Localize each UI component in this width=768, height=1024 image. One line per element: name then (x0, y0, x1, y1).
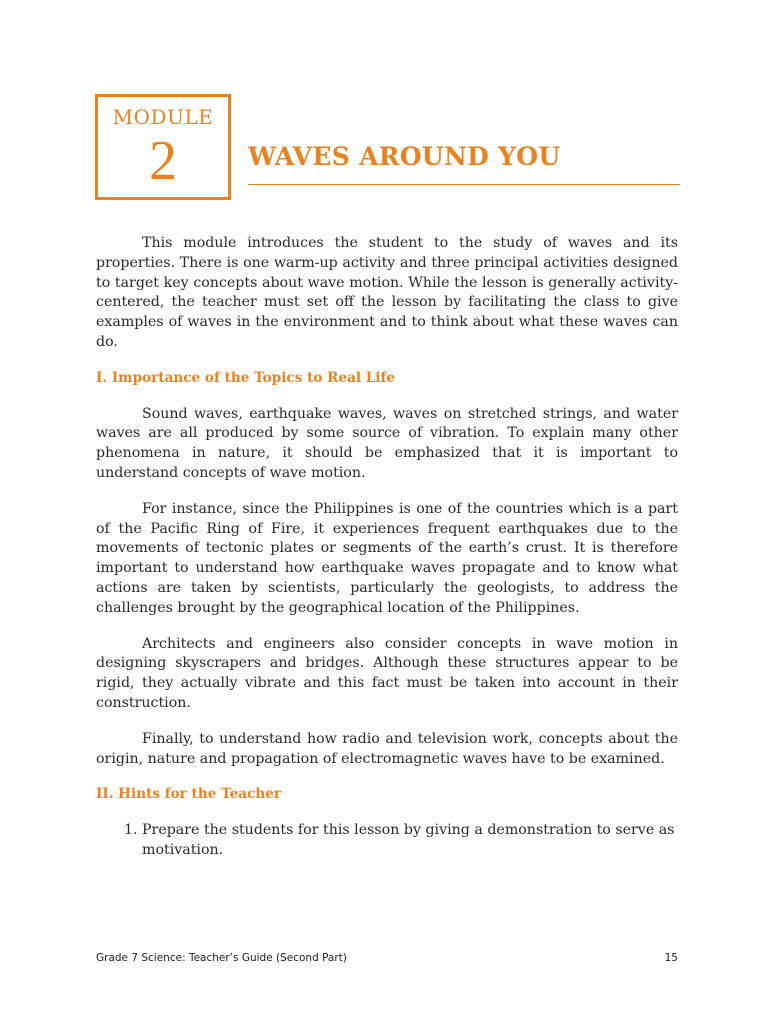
page-content (96, 234, 678, 861)
paragraph: Finally, to understand how radio and television work, concepts about the origin, nature and propagation of electromagnetic waves have to be examined. (96, 730, 678, 767)
intro-paragraph: This module introduces the student to the study of waves and its properties. There is one warm-up activity and three principal activities designed to target key concepts about wave motion. While the lesson is generally activity-centered, the teacher must set off the lesson by facilitating the class to give examples of waves in the environment and to think about what these waves can do. (96, 235, 678, 350)
module-label: MODULE (112, 105, 214, 129)
module-title: WAVES AROUND YOU (248, 142, 561, 171)
page-number: 15 (664, 952, 678, 964)
paragraph: Architects and engineers also consider concepts in wave motion in designing skyscrapers and bridges. Although these structures appear to be rigid, they actually vibrate and this fact must be taken into account in their construction. (96, 635, 678, 711)
section-heading-hints: II. Hints for the Teacher (96, 786, 282, 803)
footer-title: Grade 7 Science: Teacher’s Guide (Second Part) (96, 952, 347, 964)
module-badge (95, 94, 231, 200)
title-underline (248, 184, 680, 185)
module-number: 2 (149, 130, 177, 192)
page-footer (96, 952, 678, 964)
list-item: 1. Prepare the students for this lesson by giving a demonstration to serve as motivation. (142, 821, 678, 861)
hints-list (96, 821, 678, 861)
paragraph: Sound waves, earthquake waves, waves on stretched strings, and water waves are all produced by some source of vibration. To explain many other phenomena in nature, it should be emphasized that it is important to understand concepts of wave motion. (96, 405, 678, 481)
paragraph: For instance, since the Philippines is one of the countries which is a part of the Pacific Ring of Fire, it experiences frequent earthquakes due to the movements of tectonic plates or segments of the earth’s crust. It is therefore important to understand how earthquake waves propagate and to know what actions are taken by scientists, particularly the geologists, to address the challenges brought by the geographical location of the Philippines. (96, 500, 678, 616)
section-heading-importance: I. Importance of the Topics to Real Life (96, 369, 396, 386)
